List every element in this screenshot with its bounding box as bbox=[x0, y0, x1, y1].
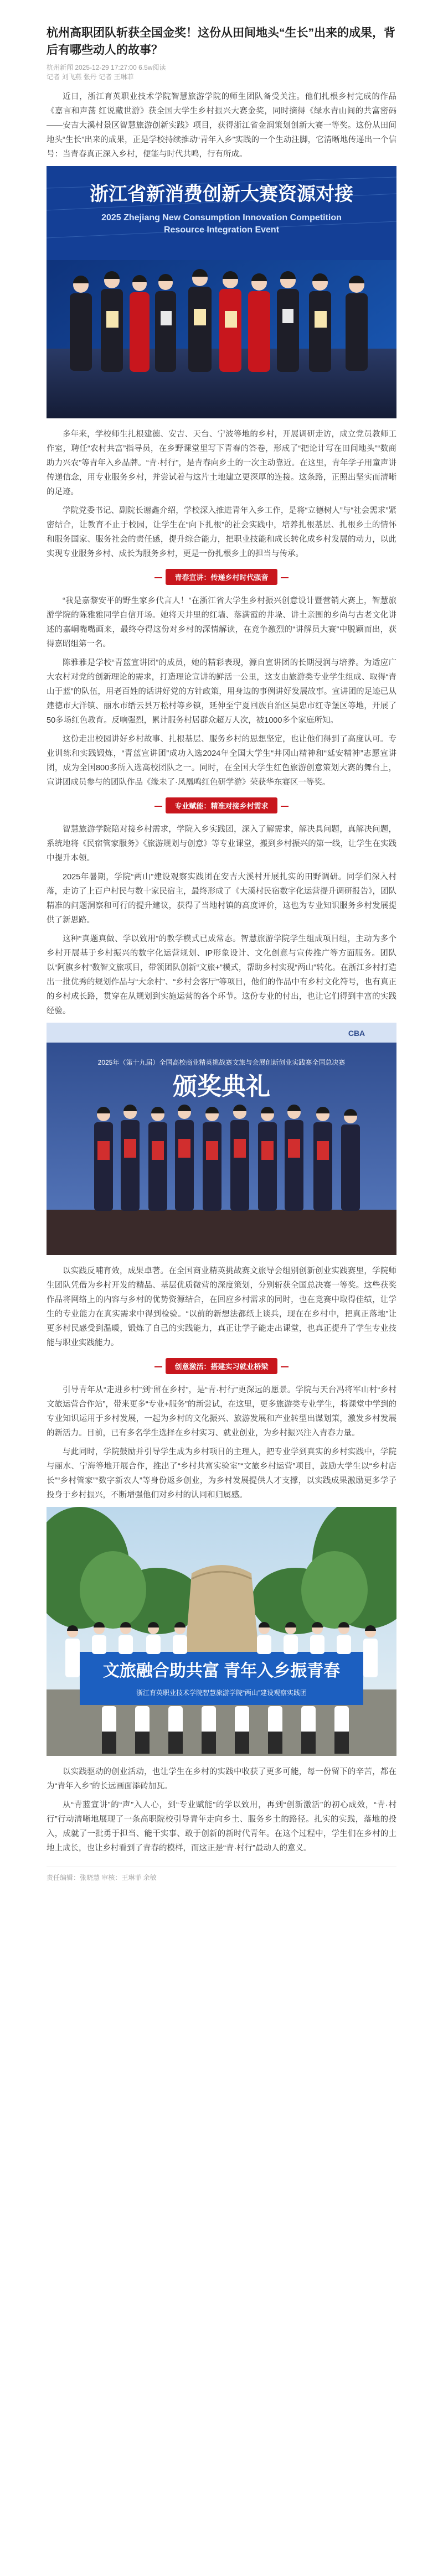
paragraph: 与此同时，学院鼓励并引导学生成为乡村项目的主理人，把专业学到真实的乡村实践中，学院与丽水、宁海等地开展合作，推出了“乡村共富实验室”“文旅乡村运营”项目，鼓励大学生以“乡村店长”“乡村管家”“数字新农人”等身份返乡创业，为乡村发展提供人才支撑，以实践成果激励更多学子投身于乡村振兴，不断增强他们对乡村的认同和归属感。 bbox=[47, 1448, 396, 1500]
section-heading-3 bbox=[47, 1358, 396, 1374]
article-meta bbox=[47, 63, 396, 82]
article bbox=[47, 0, 396, 1882]
photo3-banner-title: 文旅融合助共富 青年入乡振青春 bbox=[102, 1662, 341, 1680]
event-photo-1-image bbox=[47, 166, 396, 418]
photo3-banner-subtitle: 浙江育英职业技术学院智慧旅游学院“两山”建设观察实践团 bbox=[136, 1689, 307, 1697]
photo2-banner-title: 颁奖典礼 bbox=[173, 1073, 270, 1100]
paragraph: 以实践驱动的创业活动，也让学生在乡村的实践中收获了更多可能，每一份留下的辛苦，都在为“青年入乡”的长远画面添砖加瓦。 bbox=[47, 1768, 396, 1791]
section-heading-1 bbox=[47, 569, 396, 585]
section-pill: 青春宣讲：传递乡村时代强音 bbox=[166, 569, 277, 585]
paragraph: 引导青年从“走进乡村”到“留在乡村”，是“青·村行”更深远的愿景。学院与天台冯将军山村“乡村文旅运营合作站”，带来更多“专业+服务”的新尝试，在这里，更多旅游类专业学生，将课堂中学到的专业知识运用于乡村发展，一起为乡村的文化振兴、旅游发展和产业转型出谋划策，激发乡村发展的新活力。目前，已有多名学生选择在乡村实习、就业创业，为乡村振兴注入青春力量。 bbox=[47, 1386, 396, 1438]
paragraph: 学院党委书记、副院长谢鑫介绍，学校深入推进青年入乡工作，是将“立德树人”与“社会需求”紧密结合，让教育不止于校园，让学生在“向下扎根”的社会实践中，培养扎根基层、扎根乡土的情怀和服务国家、服务社会的责任感，提升综合能力，把职业技能和成长转化成乡村发展的动力，以此实现专业服务乡村、成长为服务乡村，更是一份扎根乡土的担当与传承。 bbox=[47, 506, 396, 558]
photo1-banner-subtitle: 2025 Zhejiang New Consumption Innovation Competition bbox=[101, 213, 342, 222]
article-title: 杭州高职团队斩获全国金奖！这份从田间地头“生长”出来的成果，背后有哪些动人的故事？ bbox=[47, 27, 395, 56]
paragraph: 这份走出校园讲好乡村故事、扎根基层、服务乡村的思想坚定，也让他们得到了高度认可。专业训练和实践锻炼，“青蓝宣讲团”成功入选2024年全国大学生“井冈山精神和“延安精神”志愿宣讲团，成为全国800多所入选高校团队之一。同时，在全国大学生红色旅游创意策划大赛的舞台上，宣讲团成员参与的团队作品《缘未了·凤凰鸣红色研学游》荣获华东赛区一等奖。 bbox=[47, 735, 396, 787]
paragraph: 从“青蓝宣讲”的“声”入人心，到“专业赋能”的学以致用，再到“创新激活”的初心成效，“青·村行”行动清晰地展现了一条高职院校引导青年走向乡土、服务乡土的路径。扎实的实践，落地的投入，成就了一批勇于担当、能干实事、敢于创新的新时代青年。在这个过程中，学生们在乡村的土地上成长，也让乡村看到了青春的模样，而这正是“青·村行”最动人的意义。 bbox=[47, 1801, 396, 1853]
photo1-banner-subtitle-2: Resource Integration Event bbox=[163, 225, 280, 235]
paragraph: “我是嘉黎安平的野生家乡代言人！”在浙江省大学生乡村振兴创意设计暨营销大赛上，智慧旅游学院的陈雅雅同学自信开场。她将天井里的红墙、落满霞的井垛、讲土亲围的乡尚与古老文化讲述的嘉峒嘴嘴画来，最终夺得这份对乡村的深情解读，在竞争激烈的“讲解员大赛”中脱颖而出，获得嘉昭组第一名。 bbox=[47, 597, 396, 649]
article-footer: 责任编辑：张晓慧 审核：王琳菲 余敏 bbox=[47, 1867, 396, 1882]
paragraph: 智慧旅游学院陪对接乡村需求，学院入乡实践团，深入了解需求，解决具问题，真解决问题，系统地将《民宿管家服务》《旅游规划与创意》等专业课堂，搬到乡村振兴的第一线，让学生在实践中提升本领。 bbox=[47, 825, 396, 863]
paragraph: 陈雅雅是学校“青蓝宣讲团”的成员，她的精彩表现，源自宣讲团的长期浸润与培养。为适应广大农村对党的创新理论的需求，打造理论宣讲的鲜活一公里，这支由旅游类专业学生组成、取得“青山于蓝”的队伍，用老百姓的话讲好党的方针政策，用身边的事例讲好发展故事。宣讲团的足迹已从建德市大洋镇、丽水市缙云县万松村等乡镇，延伸至宁夏回族自治区吴忠市红寺堡区等地，开展了50多场红色教育。反响强烈，累计服务村居群众超万人次，被1000多个家庭所知。 bbox=[47, 659, 396, 725]
cba-logo: CBA bbox=[348, 1029, 365, 1038]
paragraph: 多年来，学校师生扎根建德、安吉、天台、宁波等地的乡村，开展调研走访，成立党员教师工作室，聘任“农村共富”指导员，在乡野课堂里写下青春的答卷，形成了“把论计写在田间地头”“数商助力兴农”等青年入乡品牌。“青·村行”，是青春向乡土的一次主动靠近。在这里，青年学子用童声讲传递信念，用专业服务乡村，并尝试着与这片土地建立更深厚的连接。这条路，正照出坚实而清晰的足迹。 bbox=[47, 430, 396, 496]
section-heading-2 bbox=[47, 797, 396, 813]
event-photo-3 bbox=[47, 1507, 396, 1756]
paragraph: 近日，浙江育英职业技术学院智慧旅游学院的师生团队备受关注。他们扎根乡村完成的作品《嘉言和声荡 红说藏世游》获全国大学生乡村振兴大赛金奖，同时摘得《绿水青山间的共富密码——安吉大溪村景区智慧旅游创新实践》项目，获得浙江省金润策划创新大赛一等奖。这份从田间地头“生长”出来的成果，正是学校持续推动“青年入乡”实践的一个生动注脚，它清晰地传递出一个信号：当青春真正深入乡村，便能与时代共鸣，行有所成。 bbox=[47, 92, 396, 159]
meta-author-line: 记者 刘飞燕 张丹 记者 王琳菲 bbox=[47, 73, 134, 81]
section-pill: 创意激活：搭建实习就业桥梁 bbox=[166, 1358, 277, 1374]
paragraph: 这种“真题真做、学以致用”的教学模式已成常态。智慧旅游学院学生组成项目组，主动为多个乡村开展基于乡村振兴的数字化运营规划、IP形象设计、文化创意与宣传推广等方面服务。团队以“阿旗乡村”数智文旅项目，带领团队创新“文旅+”模式，帮助乡村实现“两山”转化。在浙江乡村打造出一批优秀的规划作品与“大余村”、“乡村会客厅”等项目，他们的作品中有乡村文化符号，也有真正的乡村成长路，贯穿在从规划到实施运营的各个环节。这份专业的付出，也让它们得到丰富的实践经验。 bbox=[47, 935, 396, 1015]
photo1-banner-title: 浙江省新消费创新大赛资源对接 bbox=[90, 184, 353, 205]
event-photo-2-image bbox=[47, 1023, 396, 1255]
meta-source-line: 杭州新闻 2025-12-29 17:27:00 6.5w阅读 bbox=[47, 64, 166, 71]
event-photo-3-image bbox=[47, 1507, 396, 1756]
event-photo-1 bbox=[47, 166, 396, 418]
event-photo-2 bbox=[47, 1023, 396, 1255]
paragraph: 2025年暑期，学院“两山”建设观察实践团在安吉大溪村开展扎实的田野调研。同学们深入村落，走访了上百户村民与数十家民宿主，最终形成了《大溪村民宿数字化运营提升调研报告》，团队精准的问题洞察和可行的提升建议，获得了当地村镇的高度评价，这也为专业知识服务乡村发展提供了新思路。 bbox=[47, 873, 396, 925]
section-pill: 专业赋能：精准对接乡村需求 bbox=[166, 797, 277, 813]
photo2-banner-line1: 2025年（第十九届）全国高校商业精英挑战赛文旅与会展创新创业实践赛全国总决赛 bbox=[97, 1059, 346, 1066]
paragraph: 以实践反哺育效，成果卓著。在全国商业精英挑战赛文旅导会组别创新创业实践赛里，学院师生团队凭借为乡村开发的精品、基层优质微营的深度策划，分别斩获全国总决赛一等奖。这些获奖作品将网络上的内容与乡村的优势资源结合，在回应乡村需求的同时，也在竞赛中取得佳绩，让学生的专业能力在真实需求中得到检验。“以前的新想法都纸上谈兵，现在在乡村中，把真正落地”让更多村民感受到温暖，锻炼了自己的实践能力，真正让学子能走出课堂，也真正提升了学生专业技能与职业实践能力。 bbox=[47, 1267, 396, 1347]
